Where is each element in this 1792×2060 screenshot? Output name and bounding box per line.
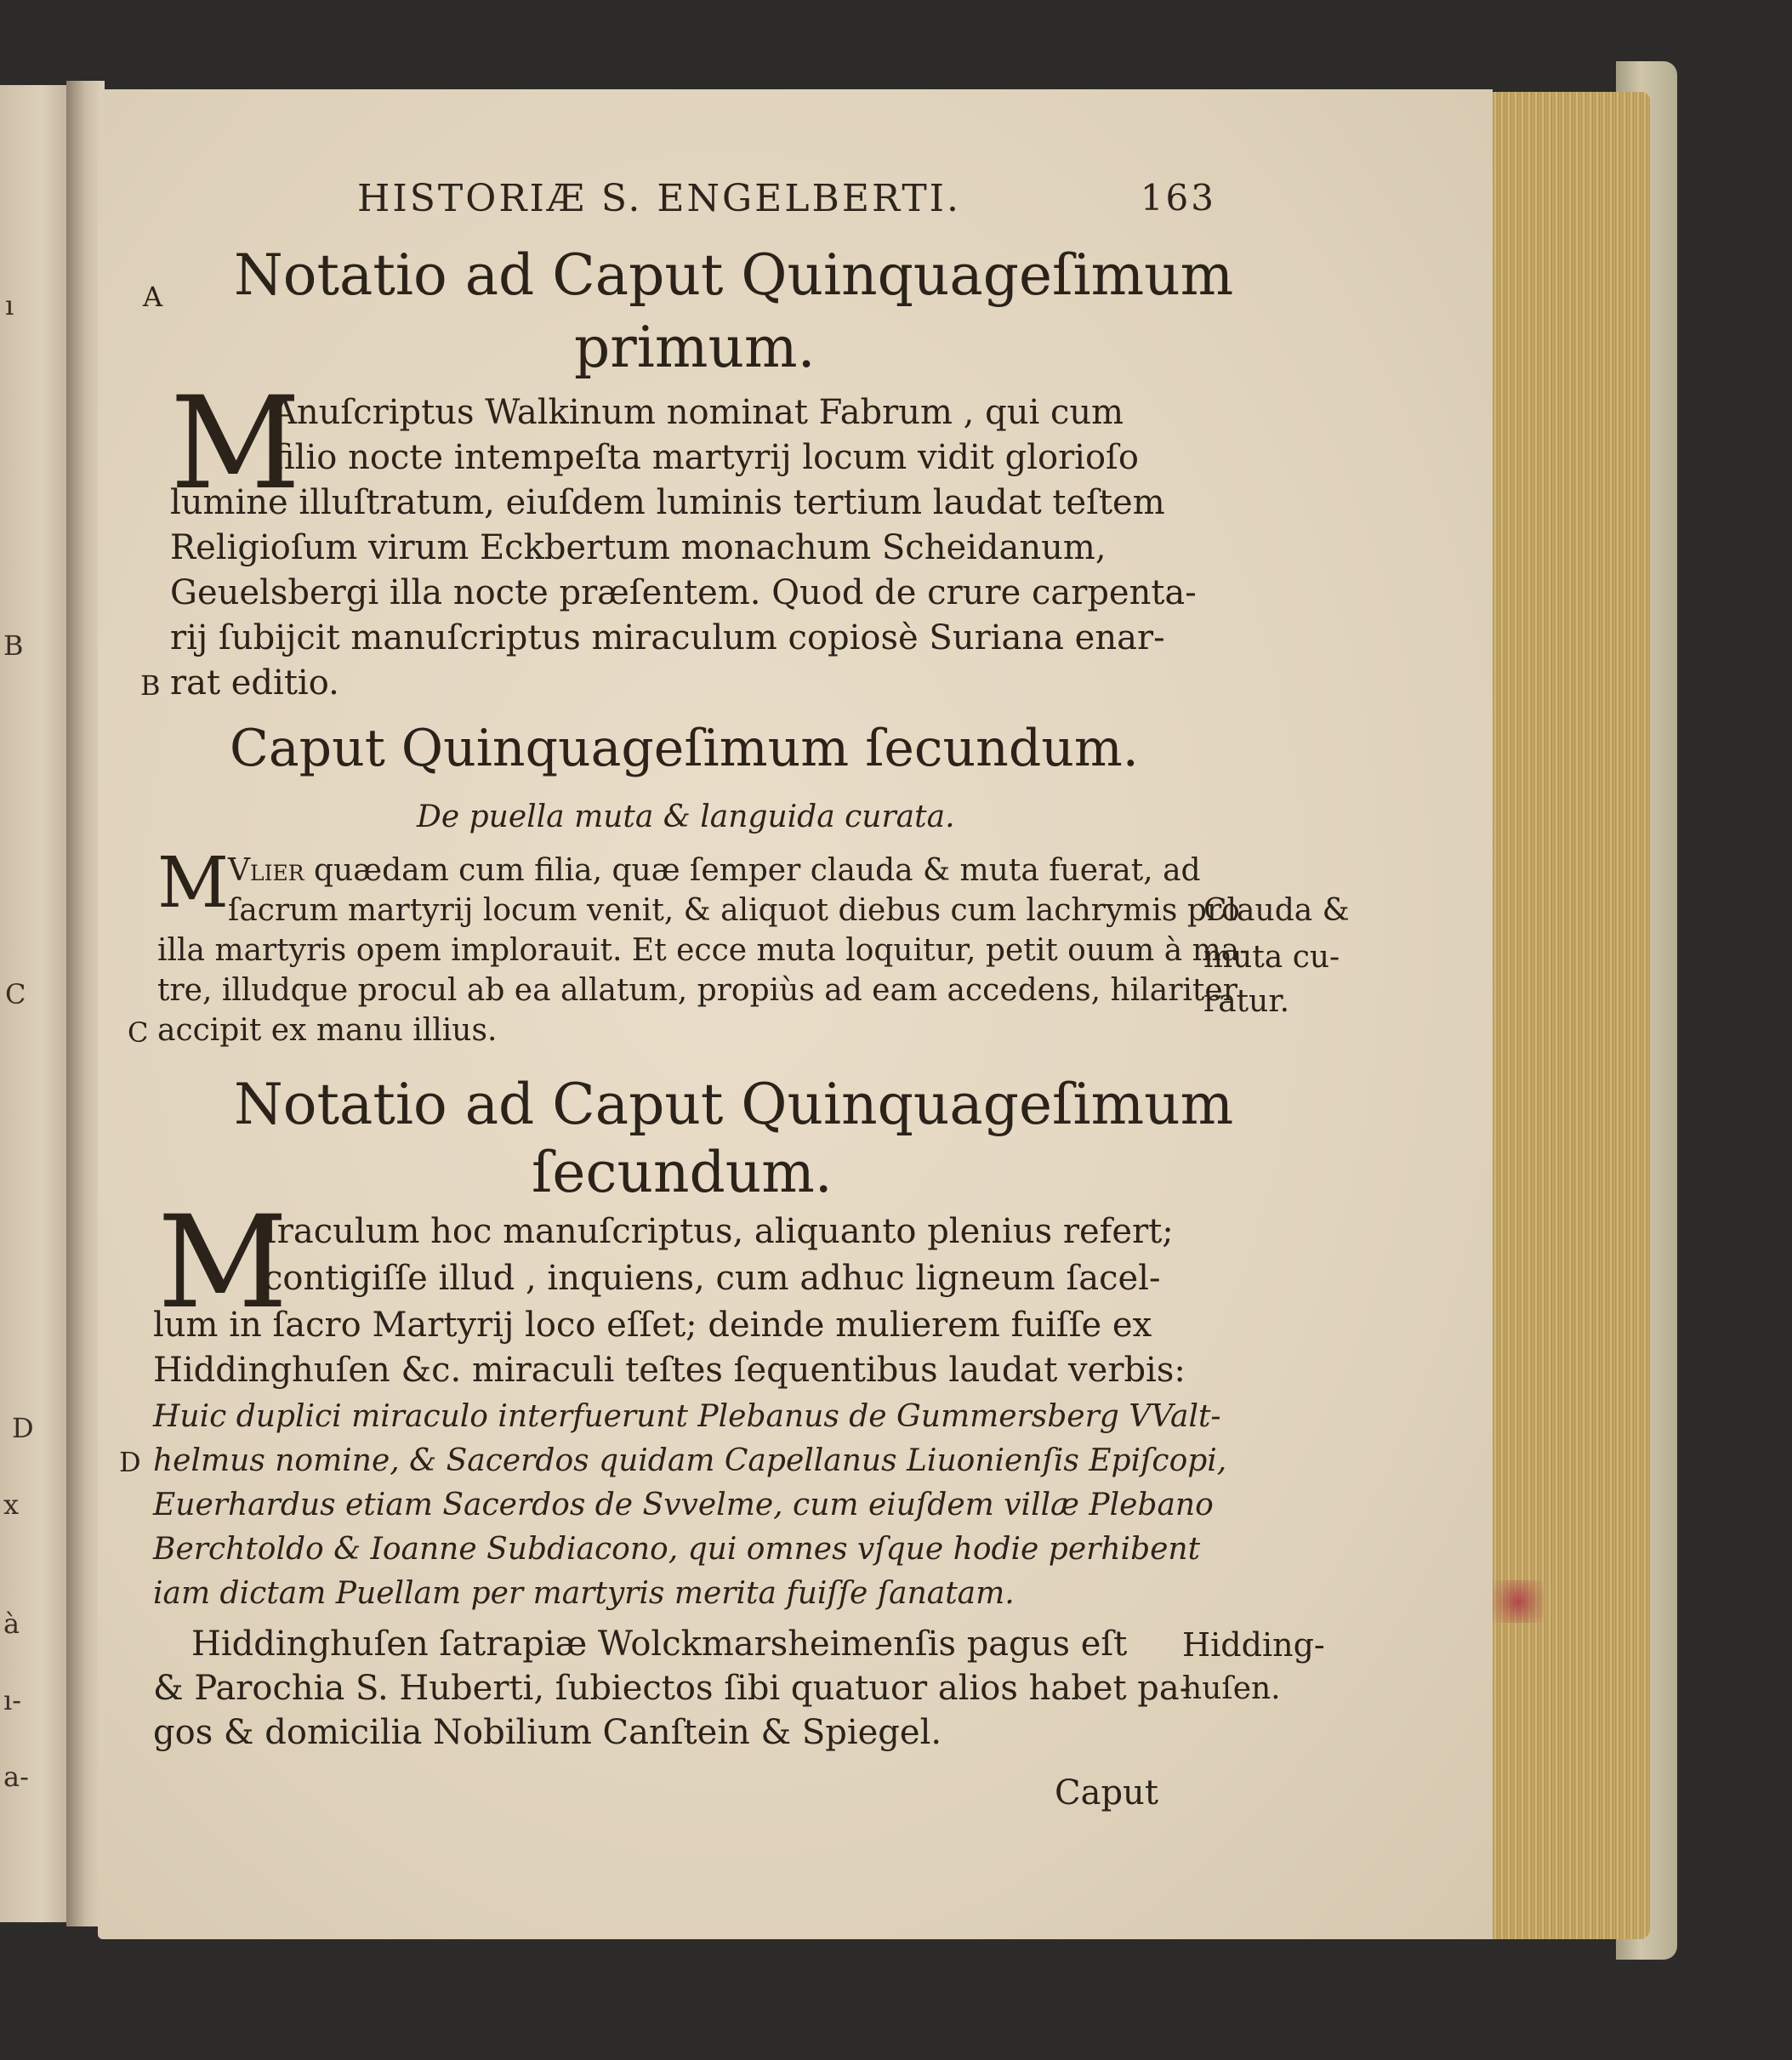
text-line — [228, 853, 1201, 888]
sidenote-line: ratur. — [1203, 984, 1290, 1019]
left-mark: ı- — [3, 1684, 22, 1716]
dropcap: M — [157, 843, 229, 924]
left-mark: C — [5, 978, 26, 1010]
italic-line: Berchtoldo & Ioanne Subdiacono, qui omnes vſque hodie perhibent — [153, 1532, 1201, 1567]
section3-title-cont: ſecundum. — [532, 1140, 833, 1205]
margin-letter-c: C — [128, 1016, 149, 1049]
left-mark: ı — [5, 289, 14, 322]
page-number: 163 — [1140, 177, 1216, 219]
dropcap: M — [170, 370, 301, 518]
section1-title: Notatio ad Caput Quinquageſimum — [234, 242, 1234, 308]
left-mark: D — [12, 1412, 34, 1444]
italic-line: helmus nomine, & Sacerdos quidam Capellanus Liuonienſis Epiſcopi, — [153, 1443, 1227, 1478]
text-line: rat editio. — [170, 663, 339, 703]
italic-line: iam dictam Puellam per martyris merita fuiſſe ſanatam. — [153, 1576, 1015, 1611]
left-mark: x — [3, 1488, 20, 1521]
text-line: Iraculum hoc manuſcriptus, aliquanto plenius refert; — [264, 1212, 1174, 1251]
sidenote-line: Clauda & — [1203, 893, 1350, 928]
running-head: HISTORIÆ S. ENGELBERTI. — [357, 177, 962, 220]
text-line: rij ſubijcit manuſcriptus miraculum copiosè Suriana enar- — [170, 618, 1165, 657]
text-line: lum in ſacro Martyrij loco eſſet; deinde mulierem fuiſſe ex — [153, 1306, 1152, 1345]
italic-line: Huic duplici miraculo interfuerunt Plebanus de Gummersberg VValt- — [153, 1399, 1221, 1434]
margin-letter-d: D — [119, 1446, 141, 1478]
text-line: Hiddinghuſen &c. miraculi teſtes ſequentibus laudat verbis: — [153, 1351, 1186, 1390]
margin-letter-b: B — [140, 669, 161, 702]
text-line: Geuelsbergi illa nocte præſentem. Quod de crure carpenta- — [170, 573, 1197, 612]
text-line: illa martyris opem implorauit. Et ecce muta loquitur, petit ouum à ma- — [157, 933, 1250, 968]
text-line: Anuſcriptus Walkinum nominat Fabrum , qui cum — [272, 393, 1124, 432]
text-line: ſacrum martyrij locum venit, & aliquot diebus cum lachrymis pro — [228, 893, 1240, 928]
section2-subtitle: De puella muta & languida curata. — [417, 800, 955, 834]
text-line: gos & domicilia Nobilium Canſtein & Spiegel. — [153, 1713, 942, 1752]
left-mark: B — [3, 629, 24, 662]
catchword: Caput — [1055, 1773, 1158, 1812]
sidenote-line: Hidding- — [1182, 1626, 1325, 1664]
margin-letter-a: A — [143, 281, 163, 313]
section3-title: Notatio ad Caput Quinquageſimum — [234, 1072, 1234, 1137]
text-line: Religioſum virum Eckbertum monachum Scheidanum, — [170, 528, 1106, 567]
text-line: accipit ex manu illius. — [157, 1013, 498, 1048]
text-run: quædam cum filia, quæ ſemper clauda & muta fuerat, ad — [314, 853, 1201, 888]
text-line: Hiddinghuſen ſatrapiæ Wolckmarsheimenſis pagus eſt — [191, 1625, 1128, 1664]
text-line: lumine illuſtratum, eiuſdem luminis tertium laudat teſtem — [170, 483, 1165, 522]
first-word: Vlier — [228, 853, 304, 888]
italic-line: Euerhardus etiam Sacerdos de Svvelme, cum eiuſdem villæ Plebano — [153, 1488, 1214, 1522]
sidenote-line: huſen. — [1182, 1671, 1281, 1706]
text-line: contigiſſe illud , inquiens, cum adhuc ligneum ſacel- — [264, 1259, 1161, 1298]
left-mark: a- — [3, 1761, 29, 1793]
sidenote-line: muta cu- — [1203, 940, 1340, 975]
section2-title: Caput Quinquageſimum ſecundum. — [230, 719, 1139, 778]
text-line: & Parochia S. Huberti, ſubiectos ſibi quatuor alios habet pa- — [153, 1669, 1192, 1708]
text-line: filio nocte intempeſta martyrij locum vidit glorioſo — [272, 438, 1139, 477]
section1-title-cont: primum. — [574, 315, 816, 380]
text-line: tre, illudque procul ab ea allatum, propiùs ad eam accedens, hilariter — [157, 973, 1237, 1008]
dropcap: M — [157, 1189, 288, 1337]
left-mark: à — [3, 1608, 20, 1640]
